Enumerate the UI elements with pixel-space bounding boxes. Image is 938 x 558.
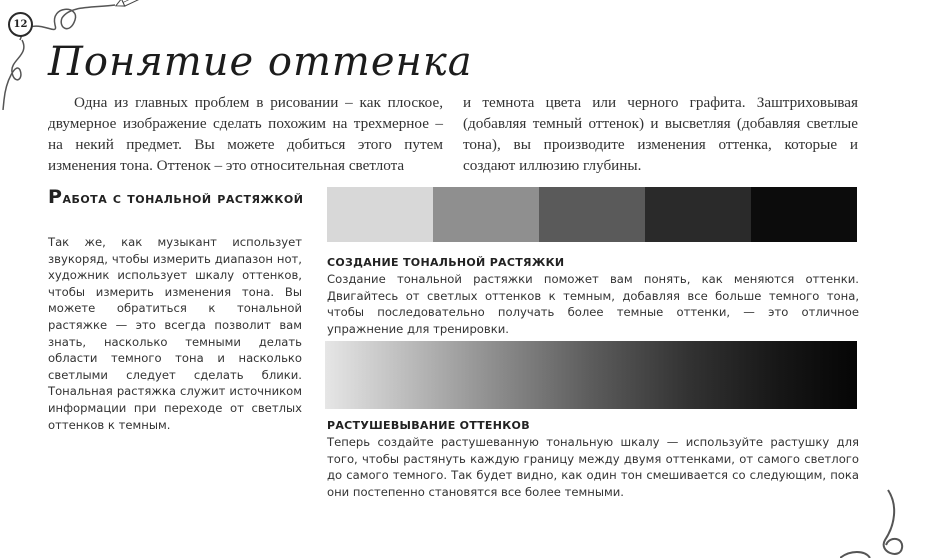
page-title: Понятие оттенка	[48, 39, 473, 85]
intro-paragraph-right	[463, 92, 858, 176]
tone-swatch-2	[433, 187, 539, 242]
section-body-blending: Теперь создайте растушеванную тональную шкалу — используйте растушку для того, чтобы растянуть каждую границу между двумя оттенками, от самого светлого до самого темного. Так будет видно, как один тон смешивается со следующим, пока они постепенно становятся все более темными.	[327, 435, 859, 499]
tone-swatch-5	[751, 187, 857, 242]
page-number: 12	[8, 12, 33, 37]
sidebar-body: Так же, как музыкант использует звукоряд, чтобы измерить диапазон нот, художник использует шкалу оттенков, чтобы измерить изменения тона. Вы можете обратиться к тональной растяжке — это всегда позволит вам знать, насколько темными делать области темного тона и насколько светлыми следует сделать блики. Тональная растяжка служит источником информации при переходе от светлых оттенков к темным.	[48, 235, 302, 432]
tone-swatch-1	[327, 187, 433, 242]
sidebar-heading	[48, 185, 318, 210]
sidebar-heading-initial: Р	[48, 186, 63, 208]
section-heading-blending: РАСТУШЕВЫВАНИЕ ОТТЕНКОВ	[327, 419, 530, 432]
blended-gradient-image	[325, 341, 857, 409]
tone-swatch-3	[539, 187, 645, 242]
sidebar-heading-rest: абота с тональной растяжкой	[62, 189, 304, 207]
section-heading-tonal-scale: СОЗДАНИЕ ТОНАЛЬНОЙ РАСТЯЖКИ	[327, 256, 565, 269]
tone-swatch-4	[645, 187, 751, 242]
intro-paragraph-left	[48, 92, 443, 176]
pencil-icon	[114, 0, 161, 9]
intro-text-left: Одна из главных проблем в рисовании – как плоское, двумерное изображение сделать похожим на трехмерное – на некий предмет. Вы можете добиться этого путем изменения тона. Оттенок – это относительная светлота	[48, 94, 443, 174]
flourish-decoration-icon	[840, 470, 938, 558]
tonal-scale-image	[327, 187, 857, 242]
intro-text-right: и темнота цвета или черного графита. Заштриховывая (добавляя темный оттенок) и высветляя (добавляя светлые тона), вы производите изменения оттенка, которые и создают иллюзию глубины.	[463, 94, 858, 174]
section-body-tonal-scale: Создание тональной растяжки поможет вам понять, как меняются оттенки. Двигайтесь от светлых оттенков к темным, добавляя все больше темного тона, чтобы последовательно получать более темные оттенки, — это отличное упражнение для тренировки.	[327, 272, 859, 336]
